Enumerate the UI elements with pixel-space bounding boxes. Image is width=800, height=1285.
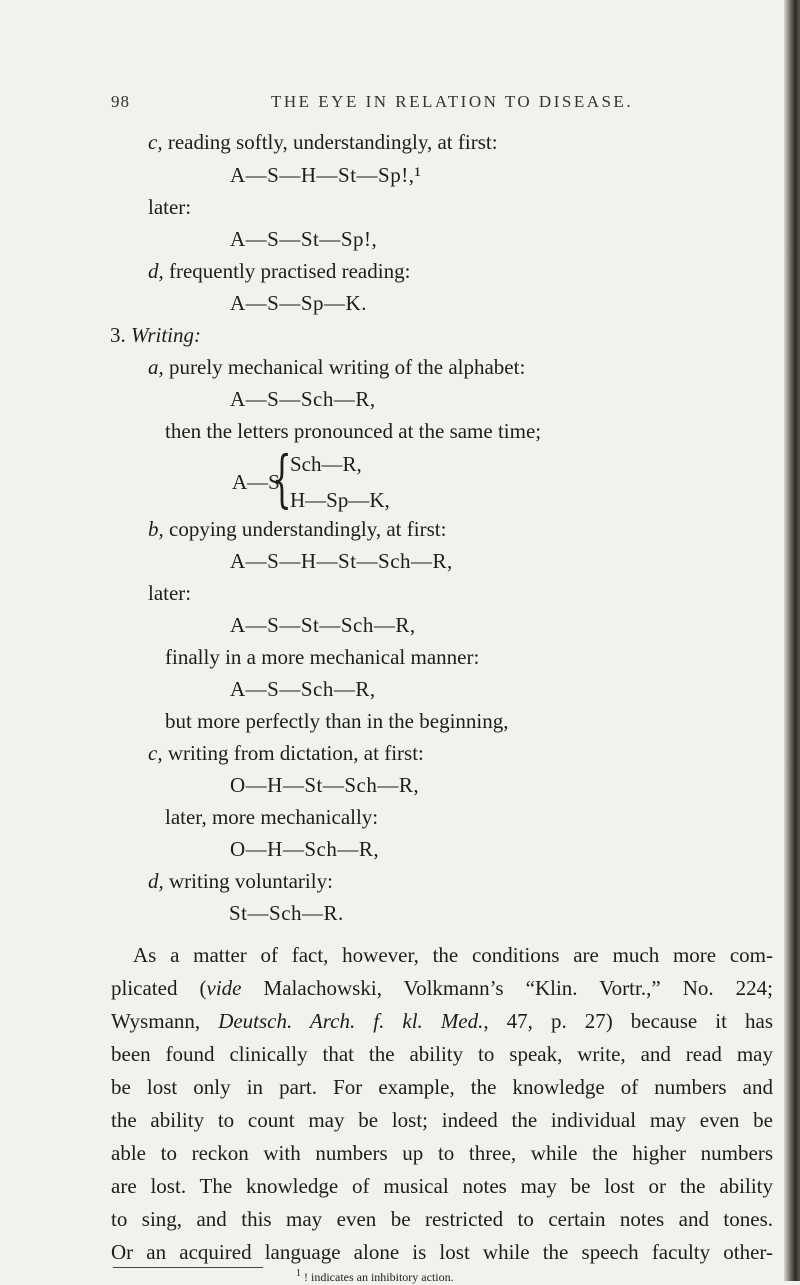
- item-label: d,: [148, 869, 164, 893]
- item-c-writing: [148, 743, 424, 764]
- italic-run: vide: [206, 976, 242, 1000]
- footnote-rule: [113, 1267, 263, 1268]
- formula-6: A—S—St—Sch—R,: [230, 613, 416, 637]
- paragraph-line-3: [111, 1011, 773, 1032]
- text-run: Malachowski, Volkmann’s “Klin. Vortr.,” No. 224;: [241, 976, 773, 1000]
- paragraph-line-1: As a matter of fact, however, the conditions are much more com-: [133, 943, 773, 967]
- section-number: 3.: [110, 323, 126, 347]
- section-title: Writing:: [131, 323, 202, 347]
- footnote: [296, 1268, 454, 1285]
- brace-top-term: Sch—R,: [290, 452, 362, 476]
- text-run: , 47, p. 27) because it has: [483, 1009, 773, 1033]
- paragraph-line-10: Or an acquired language alone is lost while the speech faculty other-: [111, 1240, 773, 1264]
- formula-10: St—Sch—R.: [229, 901, 344, 925]
- later-label-1: later:: [148, 195, 192, 219]
- formula-8: O—H—St—Sch—R,: [230, 773, 420, 797]
- formula-5: A—S—H—St—Sch—R,: [230, 549, 453, 573]
- text-run: plicated (: [111, 976, 207, 1000]
- formula-2: A—S—St—Sp!,: [230, 227, 378, 251]
- item-text: copying understandingly, at first:: [163, 517, 447, 541]
- later-label-2: later:: [148, 581, 192, 605]
- text-run: Wysmann,: [111, 1009, 219, 1033]
- item-label: c,: [148, 741, 163, 765]
- item-d-writing: [148, 871, 333, 892]
- item-b-copying: [148, 519, 446, 540]
- item-text: purely mechanical writing of the alphabet:: [163, 355, 526, 379]
- formula-7: A—S—Sch—R,: [230, 677, 376, 701]
- formula-3: A—S—Sp—K.: [230, 291, 367, 315]
- running-head: THE EYE IN RELATION TO DISEASE.: [271, 92, 634, 111]
- brace-left-term: A—S: [232, 470, 280, 494]
- formula-4: A—S—Sch—R,: [230, 387, 376, 411]
- journal-title: Deutsch. Arch. f. kl. Med.: [218, 1009, 484, 1033]
- formula-1: A—S—H—St—Sp!,¹: [230, 163, 422, 187]
- paragraph-line-8: are lost. The knowledge of musical notes may be lost or the ability: [111, 1174, 773, 1198]
- page-number: 98: [111, 92, 130, 111]
- then-line: then the letters pronounced at the same time;: [165, 419, 542, 443]
- paragraph-line-9: to sing, and this may even be restricted to certain notes and tones.: [111, 1207, 773, 1231]
- footnote-text: ! indicates an inhibitory action.: [301, 1270, 454, 1284]
- finally-line: finally in a more mechanical manner:: [165, 645, 480, 669]
- brace-bottom-term: H—Sp—K,: [290, 488, 390, 512]
- formula-9: O—H—Sch—R,: [230, 837, 380, 861]
- later-mechanically-line: later, more mechanically:: [165, 805, 379, 829]
- item-text: reading softly, understandingly, at first:: [162, 130, 498, 154]
- item-label: d,: [148, 259, 164, 283]
- item-text: frequently practised reading:: [163, 259, 411, 283]
- paragraph-line-2: [111, 978, 773, 999]
- item-label: a,: [148, 355, 164, 379]
- paragraph-line-6: the ability to count may be lost; indeed the individual may even be: [111, 1108, 773, 1132]
- footnote-mark: 1: [296, 1268, 301, 1279]
- paragraph-line-5: be lost only in part. For example, the knowledge of numbers and: [111, 1075, 773, 1099]
- curly-brace-icon: {: [272, 442, 292, 515]
- item-text: writing voluntarily:: [163, 869, 333, 893]
- but-more-line: but more perfectly than in the beginning,: [165, 709, 509, 733]
- item-label: b,: [148, 517, 164, 541]
- item-label: c,: [148, 130, 163, 154]
- item-text: writing from dictation, at first:: [162, 741, 424, 765]
- paragraph-line-4: been found clinically that the ability to speak, write, and read may: [111, 1042, 773, 1066]
- paragraph-line-7: able to reckon with numbers up to three, while the higher numbers: [111, 1141, 773, 1165]
